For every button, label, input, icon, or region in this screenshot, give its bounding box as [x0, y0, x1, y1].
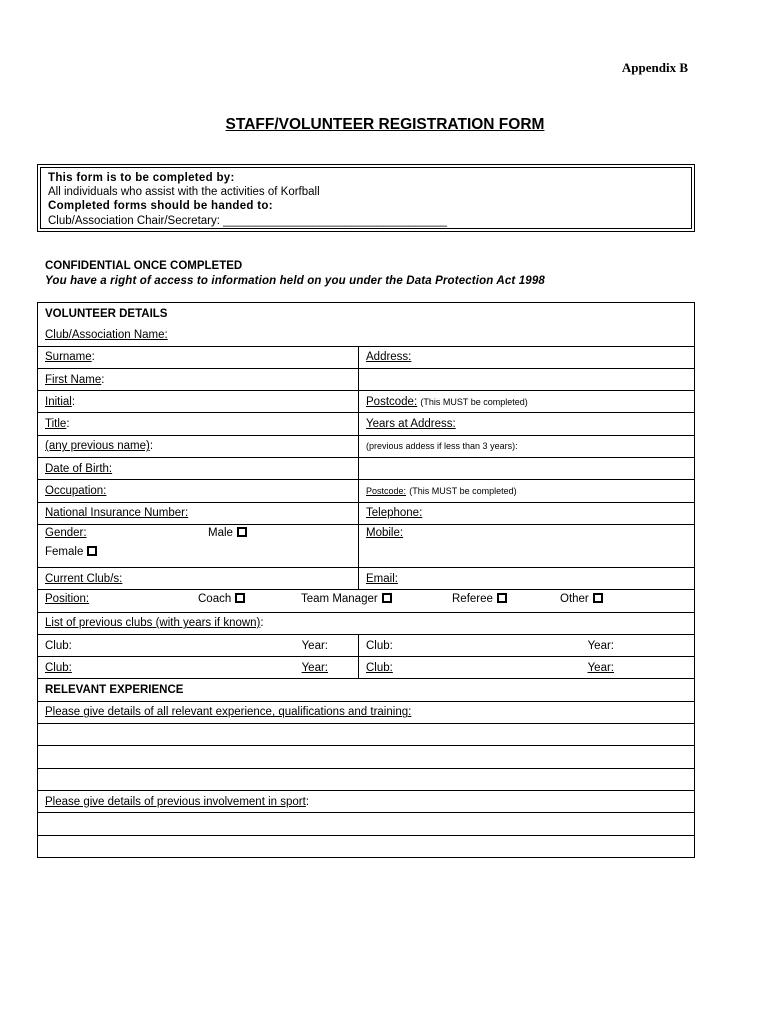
table-row	[38, 368, 695, 390]
table-row	[38, 413, 695, 435]
email-field[interactable]	[359, 567, 695, 589]
coach-label: Coach	[198, 593, 232, 606]
club-label: Club:	[366, 639, 393, 652]
appendix-label: Appendix B	[621, 60, 688, 75]
referee-option[interactable]	[452, 593, 507, 605]
position-label: Position:	[45, 593, 90, 606]
initial-field[interactable]: Initial:	[38, 391, 359, 413]
table-row	[38, 303, 695, 325]
gender-row	[45, 527, 351, 539]
form-title: STAFF/VOLUNTEER REGISTRATION FORM	[225, 116, 545, 133]
other-label: Other	[560, 593, 589, 606]
table-row	[38, 391, 695, 413]
sport-prompt-row: Please give details of previous involvement in sport:	[38, 790, 695, 812]
postcode-field[interactable]	[359, 391, 695, 413]
previous-clubs-heading: List of previous clubs (with years if known):	[38, 612, 695, 634]
male-checkbox[interactable]	[237, 527, 247, 537]
dob-label: Date of Birth:	[45, 462, 113, 475]
table-row	[38, 346, 695, 368]
other-option[interactable]	[560, 593, 603, 605]
surname-label: Surname	[45, 351, 92, 364]
male-label: Male	[208, 526, 233, 539]
table-row	[38, 435, 695, 457]
experience-line-1[interactable]	[38, 724, 695, 746]
table-row	[38, 502, 695, 524]
previous-clubs-label: List of previous clubs (with years if known)	[45, 617, 261, 630]
title-label: Title	[45, 418, 67, 431]
previous-name-label: (any previous name)	[45, 440, 150, 453]
instructions-line-1: This form is to be completed by:	[48, 172, 235, 184]
referee-label: Referee	[452, 593, 493, 606]
experience-prompt-row	[38, 701, 695, 723]
confidential-subheading: You have a right of access to information held on you under the Data Protection Act 1998	[45, 275, 545, 287]
experience-line-3[interactable]	[38, 768, 695, 790]
year-label: Year:	[301, 639, 328, 652]
email-label: Email:	[366, 572, 398, 585]
referee-checkbox[interactable]	[497, 593, 507, 603]
sport-line-1[interactable]	[38, 813, 695, 835]
address-label: Address:	[366, 351, 412, 364]
table-row	[38, 768, 695, 790]
address-line-field[interactable]	[359, 368, 695, 390]
instructions-line-3: Completed forms should be handed to:	[48, 200, 273, 213]
table-row	[38, 590, 695, 612]
coach-checkbox[interactable]	[235, 593, 245, 603]
previous-address-line-field[interactable]	[359, 458, 695, 480]
team-manager-option[interactable]	[301, 593, 392, 605]
position-field	[38, 590, 695, 612]
mobile-field[interactable]	[359, 524, 695, 567]
club-label: Club:	[45, 661, 72, 674]
position-row	[45, 590, 687, 611]
postcode2-label: Postcode:	[366, 486, 407, 497]
gender-label: Gender:	[45, 526, 87, 539]
title-field[interactable]: Title:	[38, 413, 359, 435]
previous-address-label: (previous addess if less than 3 years):	[366, 441, 518, 452]
table-row	[38, 524, 695, 567]
previous-address-field[interactable]	[359, 435, 695, 457]
telephone-label: Telephone:	[366, 507, 423, 520]
club-name-field[interactable]	[38, 324, 695, 346]
volunteer-details-heading: VOLUNTEER DETAILS	[38, 303, 695, 325]
postcode2-note: (This MUST be completed)	[409, 486, 517, 497]
other-checkbox[interactable]	[593, 593, 603, 603]
mobile-label: Mobile:	[366, 526, 404, 539]
table-row	[38, 746, 695, 768]
occupation-label: Occupation:	[45, 485, 107, 498]
table-row	[38, 324, 695, 346]
previous-club-2-field[interactable]	[359, 634, 695, 656]
first-name-label: First Name	[45, 373, 102, 386]
gender-field	[38, 524, 359, 567]
surname-field[interactable]: Surname:	[38, 346, 359, 368]
postcode-label: Postcode:	[366, 395, 418, 408]
previous-club-1-field[interactable]	[38, 634, 359, 656]
address-field[interactable]	[359, 346, 695, 368]
year-label: Year:	[301, 661, 328, 674]
table-row	[38, 679, 695, 701]
confidential-notice	[45, 259, 545, 289]
experience-prompt: Please give details of all relevant experience, qualifications and training:	[45, 706, 412, 719]
occupation-field[interactable]	[38, 480, 359, 502]
club-name-label: Club/Association Name:	[45, 328, 168, 341]
instructions-box	[37, 164, 695, 232]
sport-prompt: Please give details of previous involvement in sport	[45, 795, 306, 808]
female-option[interactable]	[45, 546, 351, 558]
table-row	[38, 458, 695, 480]
first-name-field[interactable]: First Name:	[38, 368, 359, 390]
team-manager-checkbox[interactable]	[382, 593, 392, 603]
initial-label: Initial	[45, 395, 72, 408]
table-row	[38, 567, 695, 589]
table-row	[38, 701, 695, 723]
confidential-heading: CONFIDENTIAL ONCE COMPLETED	[45, 260, 243, 272]
table-row	[38, 657, 695, 679]
female-checkbox[interactable]	[87, 546, 97, 556]
table-row	[38, 612, 695, 634]
previous-postcode-field[interactable]	[359, 480, 695, 502]
table-row	[38, 813, 695, 835]
year-label: Year:	[587, 639, 614, 652]
previous-club-4-field[interactable]	[359, 657, 695, 679]
ni-number-field[interactable]	[38, 502, 359, 524]
years-at-address-label: Years at Address:	[366, 418, 456, 431]
year-label: Year:	[587, 661, 614, 674]
experience-line-2[interactable]	[38, 746, 695, 768]
club-label: Club:	[45, 639, 72, 652]
team-manager-label: Team Manager	[301, 593, 378, 606]
coach-option[interactable]	[198, 593, 245, 605]
telephone-field[interactable]	[359, 502, 695, 524]
instructions-inner	[40, 167, 692, 229]
table-row	[38, 724, 695, 746]
dob-field[interactable]	[38, 458, 359, 480]
instructions-line-4: Club/Association Chair/Secretary: ___________________________________	[48, 214, 447, 227]
female-label: Female	[45, 545, 84, 558]
sport-line-2[interactable]	[38, 835, 695, 857]
male-option[interactable]	[208, 527, 247, 539]
postcode-note: (This MUST be completed)	[420, 396, 528, 407]
ni-number-label: National Insurance Number:	[45, 507, 189, 520]
previous-club-3-field[interactable]	[38, 657, 359, 679]
previous-name-field[interactable]: (any previous name):	[38, 435, 359, 457]
relevant-experience-heading: RELEVANT EXPERIENCE	[38, 679, 695, 701]
club-label: Club:	[366, 661, 393, 674]
table-row	[38, 480, 695, 502]
years-at-address-field[interactable]	[359, 413, 695, 435]
registration-form-table	[37, 302, 695, 858]
table-row	[38, 790, 695, 812]
current-clubs-field[interactable]	[38, 567, 359, 589]
current-clubs-label: Current Club/s:	[45, 572, 123, 585]
instructions-line-2: All individuals who assist with the activities of Korfball	[48, 186, 320, 199]
table-row	[38, 835, 695, 857]
table-row	[38, 634, 695, 656]
